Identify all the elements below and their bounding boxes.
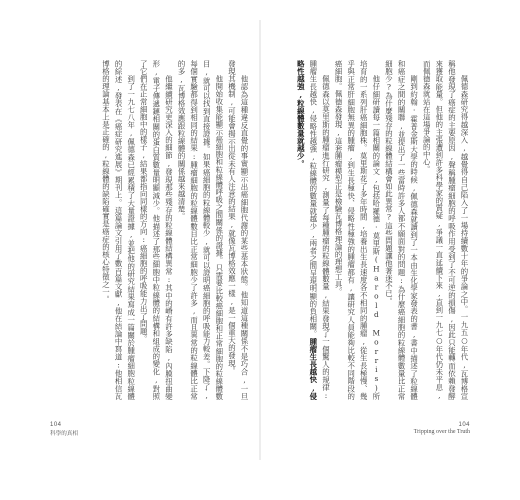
right-paragraph-4-text: 佩德森以莫里斯的腫瘤進行研究,測量了每種腫瘤的粒線體數量,結果發現了一個驚人的規律:腫瘤生長越快,侵略性越強,粒線體的數量就越少,兩者之間呈現明顯的負相關。 — [308, 60, 331, 400]
left-running-head: 科學的真相 — [50, 431, 78, 437]
left-paragraph-1: 他認為這種違反直覺的事實顯示出癌細胞代謝的某些基本狀態。他知道這種關係不是巧合,一旦發現其機制,可能會揭示出從未有人注意的結果,就像瓦博格效應一樣,是一個重大的發現。 — [227, 60, 249, 400]
bold-emphasis-text: 腫瘤生長越快,侵略性越強,粒線體數量就越少。 — [296, 60, 318, 400]
book-gutter — [259, 20, 261, 460]
right-running-head: Tripping over the Truth — [413, 429, 470, 435]
right-paragraph-3: 他仔細研讀每一篇相關的論文,包括哈羅德·莫里斯(Harold Morris)所培育的一系列肝癌細胞株。莫里斯花了多年時間,培養出生長速度各不相同的腫瘤,從生長極慢、幾乎與正常肝細胞無異的腫瘤,到生長極快、侵略性極強的腫瘤都有,讓研究人員能夠比較不同階段的癌細胞。佩德森發現,這套腫瘤模型正是檢驗瓦博格理論的理想工具。 — [334, 60, 381, 400]
right-paragraph-2: 剛到約翰·霍普金斯大學的時候,佩德森就讀到了一本由生化學家發表的書,書中描述了粒線體和癌症之間的關聯,並提出了一些當時許多人都不願面對的問題:為什麼癌細胞的粒線體數量比正常細胞少?為什麼殘存的粒線體結構會如此異常?這些問題讓他著迷不已。 — [384, 60, 419, 400]
left-page-text — [50, 60, 250, 400]
left-page — [50, 40, 250, 440]
right-paragraph-1: 佩德森研究得越深入,越覺得自己陷入了一場持續數十年的爭論之中。一九五○年代,瓦博格宣稱他發現了癌症的主要原因,聲稱腫瘤細胞的呼吸作用受到了不可逆的損傷,因此只能轉而依賴發酵來獲取能量。但他的主張遭到許多科學家的質疑,爭議一直延續下來,直到一九七○年代仍未平息,而佩德森就站在這場爭論的中心。 — [422, 60, 469, 400]
right-page — [270, 40, 470, 440]
right-page-text — [270, 60, 470, 400]
left-paragraph-4: 到了一九七八年,佩德森已經累積了大量證據,並把他的研究結果寫成一篇關於腫瘤細胞粒線體的綜述,發表在《癌症研究進展》期刊上。這篇論文引用了數百篇文獻,他在結論中寫道:他相信瓦博格的理論基本上是正確的,粒線體的缺陷確實是癌症的核心特徵之一。 — [101, 60, 136, 400]
left-paragraph-3: 他繼續研究更深入的細節,發現那些殘存的粒線體結構異常:其中的嵴有許多缺陷,內膜扭曲變形,電子傳遞鏈相關的蛋白質數量明顯減少。他描述了那些細胞中粒線體的結構和組成的變化,對照了它們在正常細胞中的樣子,結果都指向同樣的方向:癌細胞的呼吸能力出了問題。 — [139, 60, 174, 400]
left-paragraph-2: 他開始收集能顯示癌細胞和粒線體呼吸之間關係的證據。只需要比較癌細胞和正常細胞的粒線體數目,就可以找到直接證據。如果癌細胞的粒線體較少,就可以證明癌細胞的呼吸能力較差。下降了,每個實驗都得到相同的結果:腫瘤細胞的粒線體數目比正常細胞少了許多,而且異常的粒線體比正常的多,瓦博格效應跟粒線體的關係越來越清楚。 — [177, 60, 224, 400]
left-folio — [50, 422, 78, 437]
right-page-number: 104 — [458, 422, 470, 428]
left-page-number: 104 — [50, 422, 62, 428]
right-paragraph-4 — [294, 60, 332, 400]
right-folio — [414, 422, 470, 435]
